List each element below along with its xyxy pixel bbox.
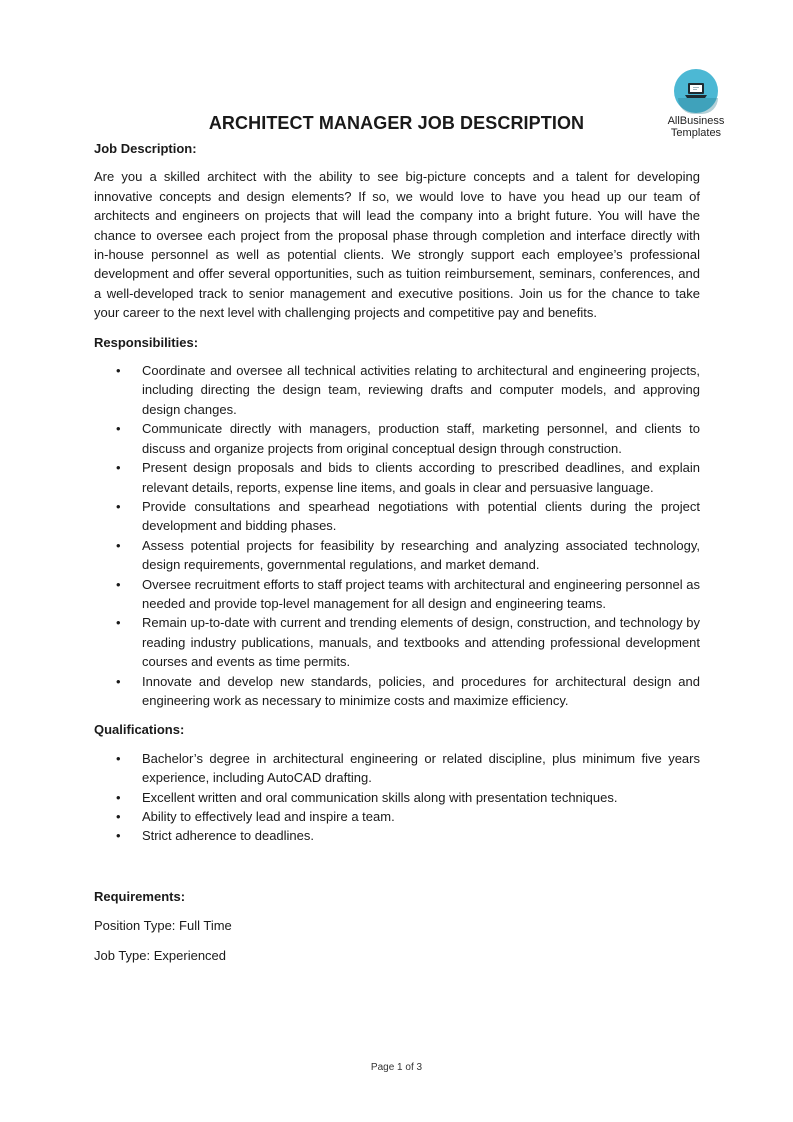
list-item [94,575,700,614]
requirements-heading: Requirements: [94,888,186,904]
qualifications-heading: Qualifications: [94,722,185,738]
logo-badge [674,69,718,113]
document-body [94,139,700,965]
list-item [94,807,700,826]
list-item-text: Excellent written and oral communication skills along with presentation techniques. [142,789,618,805]
responsibilities-heading: Responsibilities: [94,334,199,350]
list-item [94,419,700,458]
bullet-icon: • [116,809,121,824]
bullet-icon: • [116,576,121,592]
bullet-icon: • [116,421,121,437]
list-item [94,826,700,845]
bullet-icon: • [116,673,121,689]
page-number: Page 1 of 3 [370,1062,423,1073]
bullet-icon: • [116,498,121,514]
list-item-text: Strict adherence to deadlines. [142,828,314,844]
bullet-icon: • [116,537,121,553]
list-item [94,788,700,807]
list-item [94,536,700,575]
list-item [94,361,700,419]
logo-line1: AllBusiness [667,115,725,127]
laptop-icon [684,81,708,101]
list-item-text: Bachelor’s degree in architectural engineering or related discipline, plus minimum five years experience, including AutoCAD drafting. [142,750,700,786]
list-item-text: Remain up-to-date with current and trending elements of design, construction, and technology by reading industry publications, manuals, and textbooks and attending professional development courses and events as time permits. [142,615,700,670]
bullet-icon: • [116,828,121,844]
position-type: Position Type: Full Time [94,918,232,934]
list-item-text: Coordinate and oversee all technical activities relating to architectural and engineering projects, including directing the design team, reviewing drafts and computer models, and approving design changes. [142,363,700,417]
list-item-text: Provide consultations and spearhead negotiations with potential clients during the project development and bidding phases. [142,498,700,534]
list-item-text: Assess potential projects for feasibility by researching and analyzing associated technology, design requirements, governmental regulations, and market demand. [142,537,700,573]
responsibilities-list [94,361,700,710]
bullet-icon: • [116,789,121,805]
list-item-text: Present design proposals and bids to clients according to prescribed deadlines, and explain relevant details, reports, expense line items, and goals in clear and persuasive language. [142,460,700,495]
qualifications-list [94,749,700,846]
list-item-text: Innovate and develop new standards, policies, and procedures for architectural design and engineering work as necessary to minimize costs and maximize efficiency. [142,673,700,708]
list-item-text: Oversee recruitment efforts to staff project teams with architectural and engineering personnel as needed and provide top-level management for all design and engineering teams. [142,576,700,611]
list-item [94,749,700,788]
job-description-text: Are you a skilled architect with the ability to see big-picture concepts and a talent for developing innovative concepts and design elements? If so, we would love to have you head up our team of architects and engineers on projects that will lead the company into a bright future. You will have the chance to oversee each project from the proposal phase through completion and interface directly with in-house personnel as well as potential clients. We strongly support each employee’s professional development and offer several opportunities, such as tuition reimbursement, seminars, conferences, and a well-developed track to senior management and executive positions. Join us for the chance to take your career to the next level with challenging projects and competitive pay and benefits. [94,169,700,321]
bullet-icon: • [116,615,121,631]
list-item-text: Ability to effectively lead and inspire a team. [142,809,395,824]
bullet-icon: • [116,750,121,766]
logo-line2: Templates [670,127,722,139]
job-type: Job Type: Experienced [94,947,227,963]
job-description-heading: Job Description: [94,141,197,156]
bullet-icon: • [116,363,121,379]
list-item [94,672,700,711]
list-item [94,613,700,671]
page-title: ARCHITECT MANAGER JOB DESCRIPTION [208,113,585,133]
bullet-icon: • [116,460,121,476]
list-item [94,497,700,536]
list-item-text: Communicate directly with managers, production staff, marketing personnel, and clients to discuss and organize projects from original conceptual design through construction. [142,421,700,456]
list-item [94,458,700,497]
